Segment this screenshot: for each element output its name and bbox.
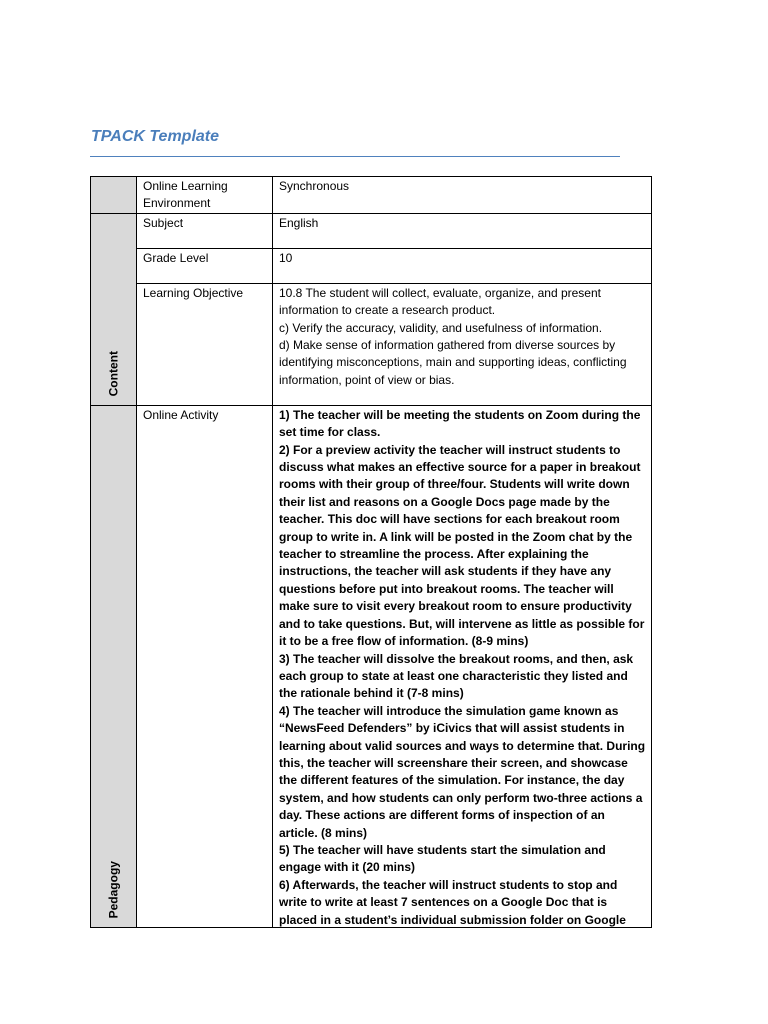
objective-line: c) Verify the accuracy, validity, and usefulness of information.	[279, 320, 603, 335]
subject-label: Subject	[137, 213, 273, 248]
subject-value: English	[273, 213, 652, 248]
document-title: TPACK Template	[91, 128, 220, 145]
activity-steps	[279, 407, 646, 927]
tpack-table	[90, 176, 652, 928]
content-section-label: Content	[105, 351, 120, 397]
pedagogy-section-cell	[91, 405, 137, 927]
grade-value: 10	[273, 248, 652, 283]
table-row-subject	[91, 213, 652, 248]
objective-label: Learning Objective	[137, 283, 273, 405]
table-row-activity	[91, 405, 652, 927]
objective-line: 10.8 The student will collect, evaluate, organize, and present information to create a research product.	[279, 285, 601, 318]
activity-step: 4) The teacher will introduce the simulation game known as “NewsFeed Defenders” by iCivics that will assist students in learning about valid sources and ways to determine that. During this, the teacher will screenshare their screen, and showcase the different features of the simulation. For instance, the day system, and how students can only perform two-three actions a day. These actions are different forms of inspection of an article. (8 mins)	[279, 703, 646, 840]
grade-label: Grade Level	[137, 248, 273, 283]
table-row-grade	[91, 248, 652, 283]
pedagogy-section-label: Pedagogy	[105, 861, 120, 919]
activity-step: 5) The teacher will have students start the simulation and engage with it (20 mins)	[279, 842, 606, 875]
objective-line: d) Make sense of information gathered from diverse sources by identifying misconceptions, main and supporting ideas, conflicting information, point of view or bias.	[279, 338, 627, 387]
activity-step: 2) For a preview activity the teacher will instruct students to discuss what makes an effective source for a paper in breakout rooms with their group of three/four. Students will write down their list and reasons on a Google Docs page made by the teacher. This doc will have sections for each breakout room group to write in. A link will be posted in the Zoom chat by the teacher to streamline the process. After explaining the instructions, the teacher will ask students if they have any questions before put into breakout rooms. The teacher will make sure to visit every breakout room to ensure productivity and to take questions. But, will intervene as little as possible for it to be a free flow of information. (8-9 mins)	[279, 442, 645, 649]
activity-label: Online Activity	[137, 405, 273, 927]
table-row-environment	[91, 177, 652, 214]
content-section-cell	[91, 213, 137, 405]
activity-value	[273, 405, 652, 927]
header-corner-cell	[91, 177, 137, 214]
activity-step: 3) The teacher will dissolve the breakout rooms, and then, ask each group to state at least one characteristic they listed and the rationale behind it (7-8 mins)	[279, 651, 634, 701]
activity-step: 6) Afterwards, the teacher will instruct students to stop and write to write at least 7 sentences on a Google Doc that is placed in a student’s individual submission folder on Google	[279, 877, 626, 927]
activity-step: 1) The teacher will be meeting the students on Zoom during the set time for class.	[279, 407, 641, 440]
environment-value: Synchronous	[273, 177, 652, 214]
objective-value	[273, 283, 652, 405]
title-rule	[90, 156, 620, 157]
environment-label: Online Learning Environment	[137, 177, 273, 214]
table-row-objective	[91, 283, 652, 405]
